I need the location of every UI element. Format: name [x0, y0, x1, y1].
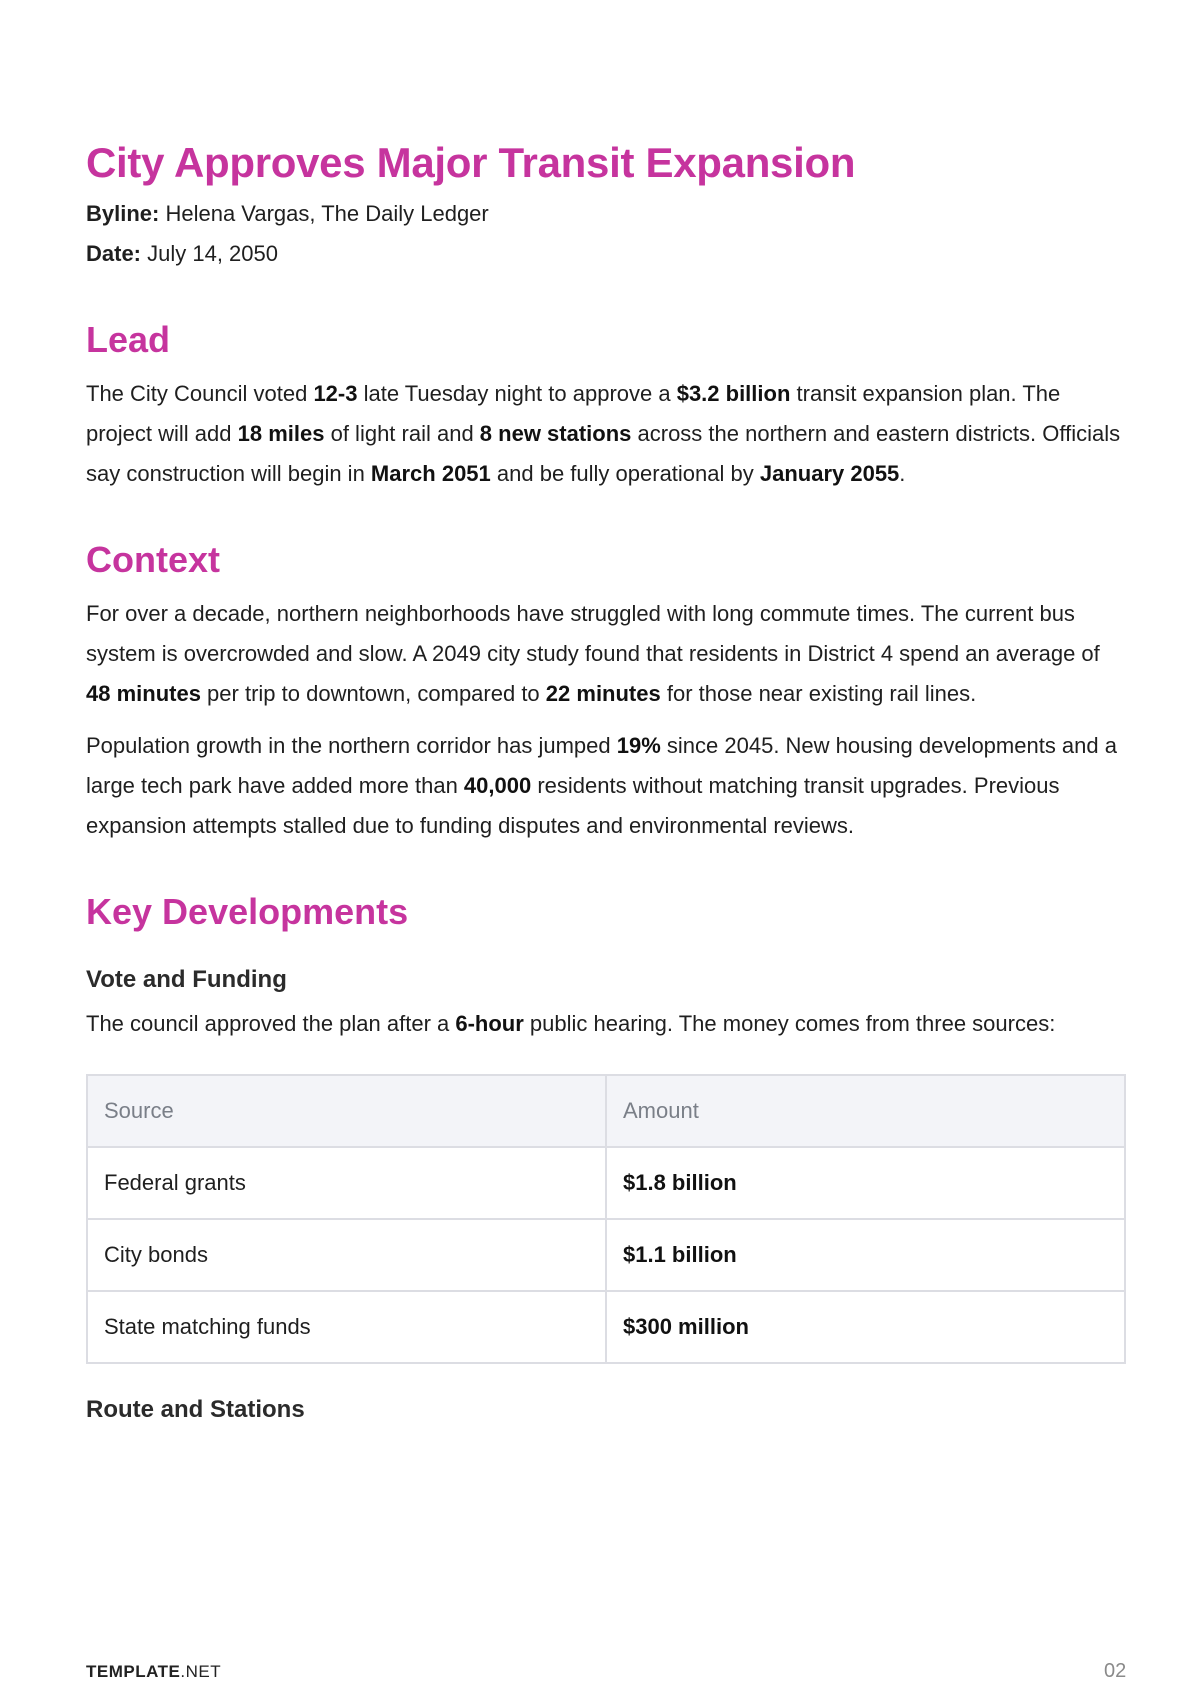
text-bold: $3.2 billion	[676, 381, 791, 406]
text-bold: 48 minutes	[86, 681, 201, 706]
text-run: late Tuesday night to approve a	[357, 381, 677, 406]
context-paragraph-1	[86, 594, 1126, 714]
table-row	[87, 1147, 1125, 1219]
text-bold: 22 minutes	[545, 681, 661, 706]
amount-cell: $1.8 billion	[606, 1147, 1125, 1219]
context-heading: Context	[86, 539, 220, 580]
amount-cell: $300 million	[606, 1291, 1125, 1363]
text-run: since 2045. New housing developments and a large tech park have added more than	[86, 733, 1117, 798]
date-value: July 14, 2050	[141, 241, 278, 266]
table-row	[87, 1219, 1125, 1291]
source-cell: Federal grants	[87, 1147, 606, 1219]
text-run: For over a decade, northern neighborhoods have struggled with long commute times. The current bus system is overcrowded and slow. A 2049 city study found that residents in District 4 spend an average of	[86, 601, 1100, 666]
vote-funding-subheading: Vote and Funding	[86, 966, 287, 993]
text-bold: March 2051	[370, 461, 491, 486]
text-bold: 12-3	[313, 381, 358, 406]
table-header-row	[87, 1075, 1125, 1147]
lead-paragraph	[86, 374, 1126, 494]
text-run: of light rail and	[324, 421, 480, 446]
lead-heading: Lead	[86, 319, 171, 360]
key-developments-heading: Key Developments	[86, 891, 409, 932]
text-bold: 18 miles	[237, 421, 325, 446]
byline-label: Byline:	[86, 201, 160, 226]
text-run: The council approved the plan after a	[86, 1011, 456, 1036]
source-cell: State matching funds	[87, 1291, 606, 1363]
page-number: 02	[1104, 1660, 1127, 1682]
byline	[86, 194, 1126, 234]
amount-cell: $1.1 billion	[606, 1219, 1125, 1291]
text-bold: 6-hour	[455, 1011, 524, 1036]
text-run: across the northern and eastern districts. Officials say construction will begin in	[86, 421, 1121, 486]
date-line	[86, 234, 1126, 274]
brand-logo	[86, 1662, 221, 1682]
date-label: Date:	[86, 241, 142, 266]
column-header-source: Source	[87, 1075, 606, 1147]
text-run: for those near existing rail lines.	[660, 681, 977, 706]
text-run: The City Council voted	[86, 381, 314, 406]
vote-paragraph	[86, 1004, 1126, 1044]
text-run: public hearing. The money comes from three sources:	[523, 1011, 1056, 1036]
byline-value: Helena Vargas, The Daily Ledger	[159, 201, 489, 226]
source-cell: City bonds	[87, 1219, 606, 1291]
text-bold: 8 new stations	[479, 421, 632, 446]
article-title: City Approves Major Transit Expansion	[86, 139, 856, 186]
text-run: Population growth in the northern corridor has jumped	[86, 733, 617, 758]
text-run: and be fully operational by	[490, 461, 760, 486]
table-row	[87, 1291, 1125, 1363]
text-bold: January 2055	[759, 461, 900, 486]
document-page	[86, 132, 1126, 1434]
column-header-amount: Amount	[606, 1075, 1125, 1147]
text-bold: 40,000	[463, 773, 532, 798]
text-bold: 19%	[616, 733, 661, 758]
route-stations-subheading: Route and Stations	[86, 1396, 305, 1423]
context-paragraph-2	[86, 726, 1126, 846]
funding-table	[86, 1074, 1126, 1364]
text-run: per trip to downtown, compared to	[200, 681, 546, 706]
brand-logo-bold: TEMPLATE	[86, 1662, 181, 1681]
text-run: transit expansion plan. The project will add	[86, 381, 1061, 446]
brand-logo-rest: .NET	[180, 1662, 222, 1681]
text-run: .	[899, 461, 906, 486]
text-run: residents without matching transit upgrades. Previous expansion attempts stalled due to funding disputes and environmental reviews.	[86, 773, 1060, 838]
